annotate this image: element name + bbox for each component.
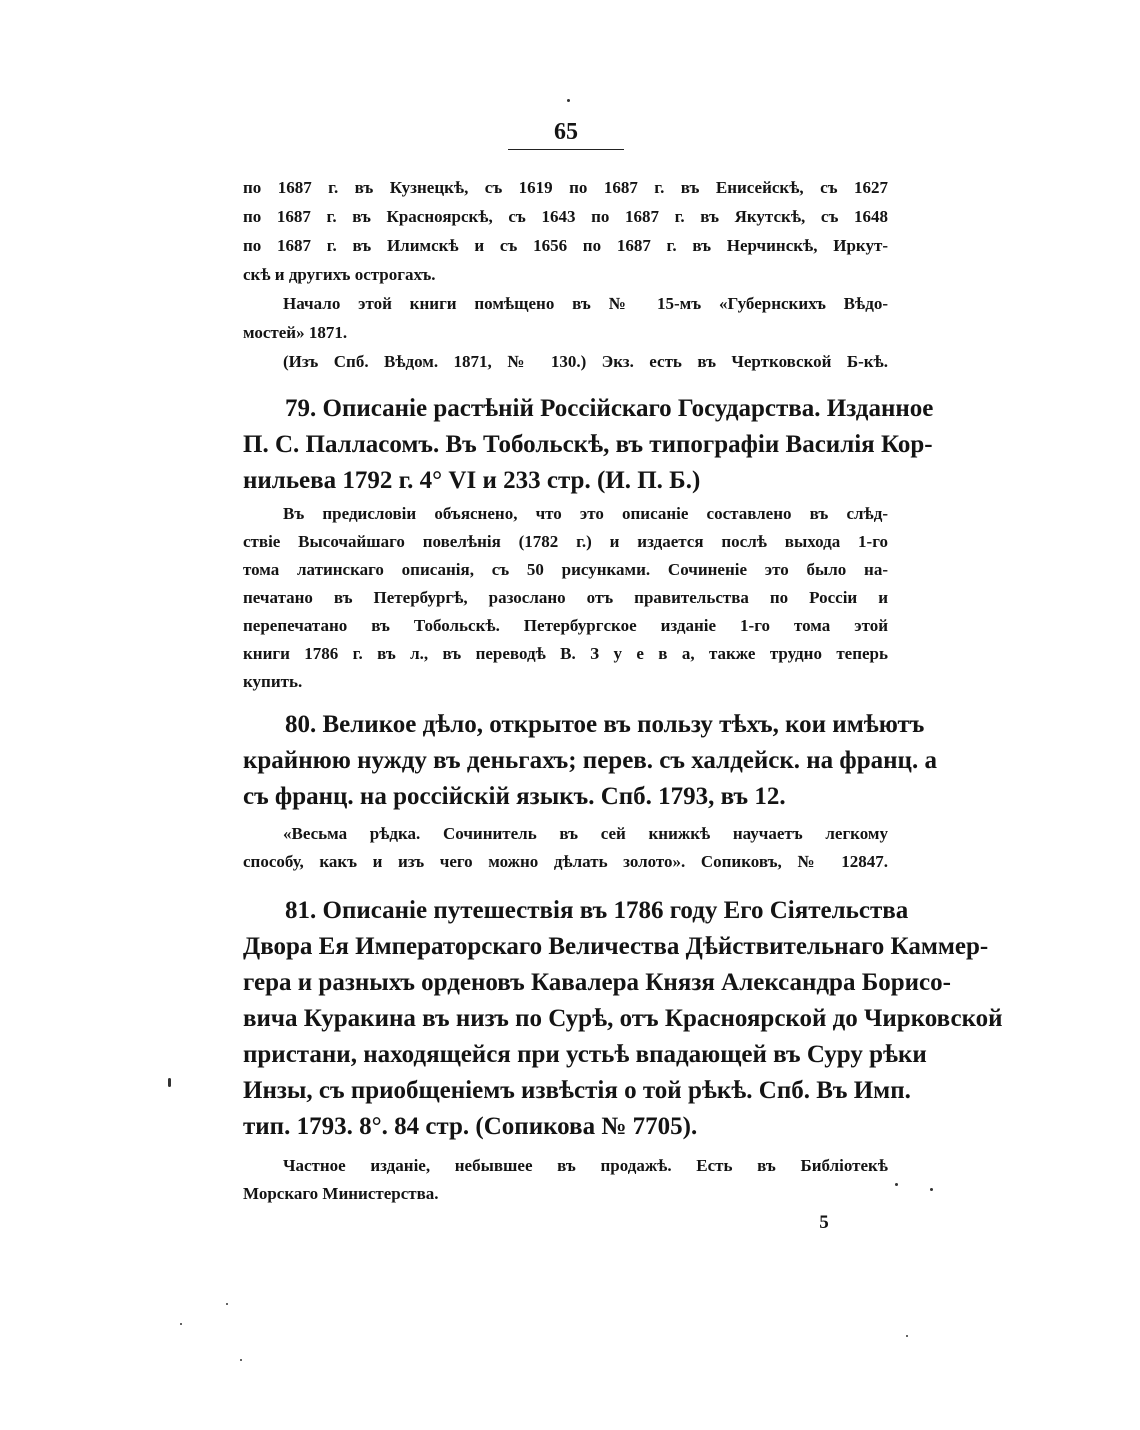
entry-title-line: нильева 1792 г. 4° VI и 233 стр. (И. П. Б.) [243, 467, 701, 494]
entry-note-line: перепечатано въ Тобольскѣ. Петербургское изданіе 1-го тома этой [243, 616, 888, 635]
scan-speck [180, 1323, 182, 1325]
scan-speck [895, 1183, 898, 1186]
scan-speck [240, 1359, 242, 1361]
entry-note-line: Частное изданіе, небывшее въ продажѣ. Есть въ Библіотекѣ [283, 1156, 888, 1175]
entry-title-line: П. С. Палласомъ. Въ Тобольскѣ, въ типографіи Василія Кор- [243, 431, 933, 458]
signature-mark: 5 [819, 1212, 829, 1233]
entry-title-line: пристани, находящейся при устьѣ впадающей въ Суру рѣки [243, 1041, 927, 1068]
continuation-note-line: мостей» 1871. [243, 323, 348, 342]
scan-speck [226, 1303, 228, 1305]
entry-title-line: 80. Великое дѣло, открытое въ пользу тѣхъ, кои имѣютъ [285, 711, 925, 738]
continuation-line: по 1687 г. въ Илимскѣ и съ 1656 по 1687 г. въ Нерчинскѣ, Иркут- [243, 236, 888, 255]
continuation-line: по 1687 г. въ Кузнецкѣ, съ 1619 по 1687 г. въ Енисейскѣ, съ 1627 [243, 178, 888, 197]
entry-note-line: книги 1786 г. въ л., въ переводѣ В. З у е в а, также трудно теперь [243, 644, 888, 663]
entry-note-line: тома латинскаго описанія, съ 50 рисунками. Сочиненіе это было на- [243, 560, 888, 579]
continuation-line: по 1687 г. въ Красноярскѣ, съ 1643 по 1687 г. въ Якутскѣ, съ 1648 [243, 207, 888, 226]
source-note-line: (Изъ Спб. Вѣдом. 1871, № 130.) Экз. есть въ Чертковской Б-кѣ. [283, 352, 888, 371]
scan-speck [930, 1188, 933, 1191]
entry-note-line: печатано въ Петербургѣ, разослано отъ правительства по Россіи и [243, 588, 888, 607]
entry-title-line: тип. 1793. 8°. 84 стр. (Сопикова № 7705). [243, 1113, 698, 1140]
continuation-line: скѣ и другихъ острогахъ. [243, 265, 436, 284]
entry-title-line: гера и разныхъ орденовъ Кавалера Князя Александра Борисо- [243, 969, 951, 996]
page-number-rule [508, 149, 624, 150]
entry-note-line: «Весьма рѣдка. Сочинитель въ сей книжкѣ научаетъ легкому [283, 824, 888, 843]
scan-speck [906, 1335, 908, 1337]
entry-title-line: Двора Ея Императорскаго Величества Дѣйствительнаго Каммер- [243, 933, 989, 960]
entry-title-line: Инзы, съ приобщеніемъ извѣстія о той рѣкѣ. Спб. Въ Имп. [243, 1077, 911, 1104]
entry-note-line: ствіе Высочайшаго повелѣнія (1782 г.) и издается послѣ выхода 1-го [243, 532, 888, 551]
entry-title-line: съ франц. на россійскій языкъ. Спб. 1793, въ 12. [243, 783, 786, 810]
entry-title-line: 81. Описаніе путешествія въ 1786 году Его Сіятельства [285, 897, 909, 924]
entry-note-line: купить. [243, 672, 303, 691]
entry-note-line: способу, какъ и изъ чего можно дѣлать золото». Сопиковъ, № 12847. [243, 852, 888, 871]
entry-note-line: Морскаго Министерства. [243, 1184, 439, 1203]
continuation-note-line: Начало этой книги помѣщено въ № 15-мъ «Губернскихъ Вѣдо- [283, 294, 888, 313]
entry-title-line: 79. Описаніе растѣній Россійскаго Государства. Изданное [285, 395, 934, 422]
scan-speck [567, 99, 570, 102]
entry-title-line: вича Куракина въ низъ по Сурѣ, отъ Красноярской до Чирковской [243, 1005, 1003, 1032]
scan-speck [168, 1078, 171, 1087]
entry-title-line: крайнюю нужду въ деньгахъ; перев. съ халдейск. на франц. а [243, 747, 937, 774]
entry-note-line: Въ предисловіи объяснено, что это описаніе составлено въ слѣд- [283, 504, 888, 523]
page-number: 65 [554, 119, 578, 145]
